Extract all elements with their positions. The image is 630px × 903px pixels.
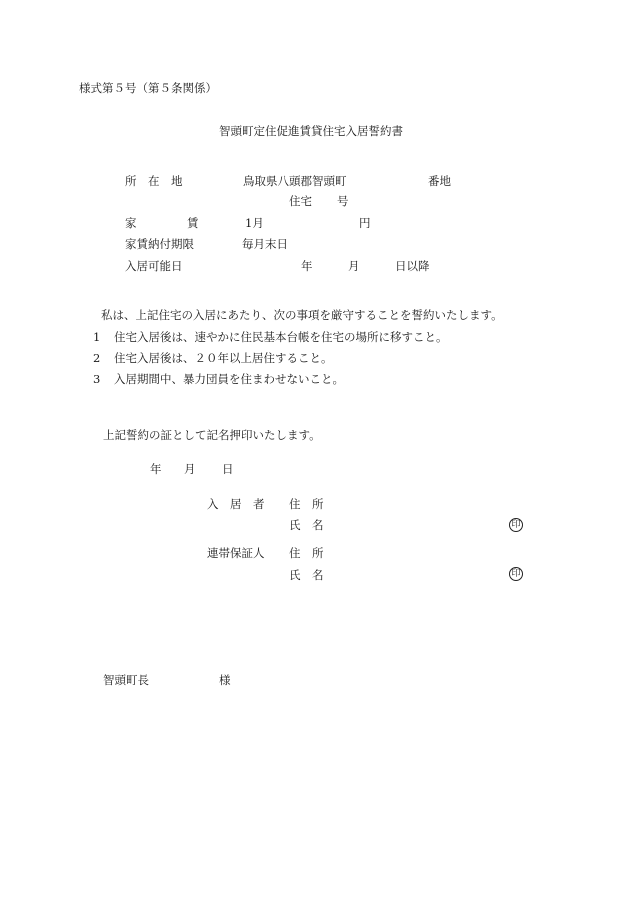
- pledge-intro: 私は、上記住宅の入居にあたり、次の事項を厳守することを誓約いたします。: [101, 308, 503, 322]
- seal-icon: 印: [509, 567, 523, 581]
- addressee: 智頭町長: [103, 673, 149, 687]
- item-number: 2: [93, 351, 101, 365]
- rent-period: 1月: [245, 216, 264, 230]
- date-day: 日: [222, 462, 234, 476]
- rent-label-2: 賃: [187, 216, 199, 230]
- guarantor-name-label: 氏 名: [289, 568, 324, 582]
- resident-name-label: 氏 名: [289, 518, 324, 532]
- location-value: 鳥取県八頭郡智頭町: [243, 174, 347, 188]
- resident-role: 入 居 者: [207, 497, 265, 511]
- honorific: 様: [219, 673, 231, 687]
- housing-label: 住宅: [289, 194, 312, 208]
- move-in-label: 入居可能日: [125, 259, 183, 273]
- resident-address-label: 住 所: [289, 497, 324, 511]
- rent-unit: 円: [359, 216, 371, 230]
- location-suffix: 番地: [428, 174, 451, 188]
- item-text: 住宅入居後は、速やかに住民基本台帳を住宅の場所に移すこと。: [114, 330, 448, 344]
- item-number: 1: [93, 330, 101, 344]
- closing-statement: 上記誓約の証として記名押印いたします。: [103, 428, 321, 442]
- rent-label-1: 家: [125, 216, 137, 230]
- due-label: 家賃納付期限: [125, 237, 194, 251]
- guarantor-role: 連帯保証人: [207, 546, 265, 560]
- location-label: 所 在 地: [125, 174, 183, 188]
- form-number: 様式第５号（第５条関係）: [79, 81, 217, 95]
- document-title: 智頭町定住促進賃貸住宅入居誓約書: [219, 124, 403, 138]
- guarantor-address-label: 住 所: [289, 546, 324, 560]
- seal-icon: 印: [509, 518, 523, 532]
- move-in-month: 月: [348, 259, 360, 273]
- date-year: 年: [150, 462, 162, 476]
- move-in-day: 日以降: [395, 259, 430, 273]
- item-text: 入居期間中、暴力団員を住まわせないこと。: [114, 372, 344, 386]
- housing-number-suffix: 号: [337, 194, 349, 208]
- item-number: 3: [93, 372, 101, 386]
- move-in-year: 年: [301, 259, 313, 273]
- date-month: 月: [184, 462, 196, 476]
- item-text: 住宅入居後は、２０年以上居住すること。: [114, 351, 333, 365]
- due-value: 毎月末日: [242, 237, 288, 251]
